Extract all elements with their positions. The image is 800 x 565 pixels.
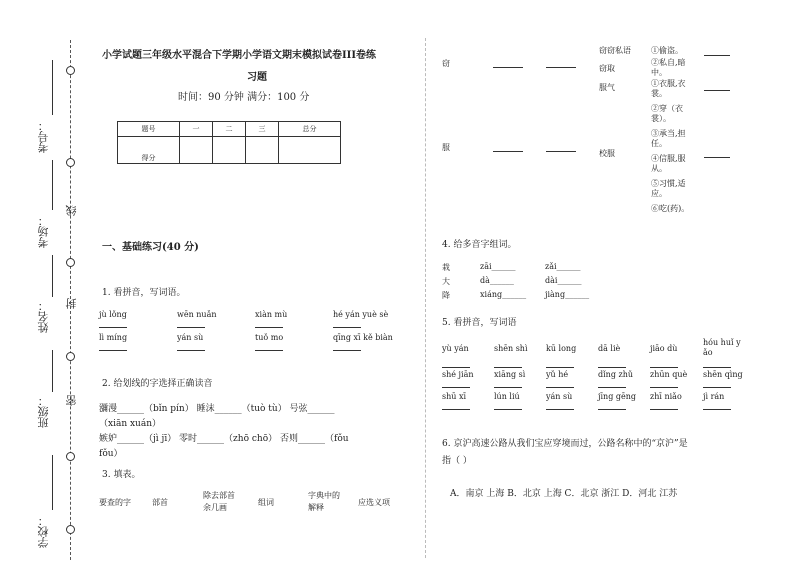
pinyin: wēn nuǎn: [177, 310, 217, 319]
school-line: [52, 455, 53, 510]
word-cell: 窃取: [599, 64, 615, 73]
pinyin: jù lǒng: [99, 310, 127, 319]
score-header-cell: 三: [246, 122, 279, 137]
pinyin: dā liè: [598, 344, 621, 353]
def-item: ①衣服,衣 裳。: [651, 79, 686, 98]
answer-blank[interactable]: [546, 367, 574, 368]
def-item: ②穿（衣 裳）。: [651, 104, 683, 123]
seal-mark-seal: 封: [65, 298, 78, 309]
word-cell: 窃窃私语: [599, 46, 631, 55]
answer-blank[interactable]: [255, 350, 283, 351]
answer-blank[interactable]: [546, 409, 574, 410]
pinyin: lì míng: [99, 333, 128, 342]
poly-pinyin: dà______: [480, 276, 514, 285]
page-title-cont: 习题: [247, 72, 267, 83]
pinyin: shēn shì: [494, 344, 528, 353]
pinyin: shé jiān: [442, 370, 474, 379]
answer-blank[interactable]: [442, 409, 470, 410]
school-label: 学校：: [37, 515, 50, 548]
score-header-cell: 题号: [118, 122, 180, 137]
pinyin: yán sù: [546, 392, 573, 401]
q5-title: 5. 看拼音，写词语: [442, 318, 517, 328]
pinyin: kū long: [546, 344, 577, 353]
score-header-cell: 总分: [279, 122, 341, 137]
poly-pinyin: zǎi______: [545, 262, 581, 271]
pinyin: hé yán yuè sè: [333, 310, 389, 319]
answer-blank[interactable]: [493, 151, 523, 152]
def-item: ②私自,暗 中。: [651, 58, 686, 77]
poly-char: 栽: [442, 263, 450, 272]
answer-blank[interactable]: [546, 387, 574, 388]
binding-hole: [66, 66, 75, 75]
answer-blank[interactable]: [703, 409, 731, 410]
exam-no-line: [52, 60, 53, 115]
answer-blank[interactable]: [650, 367, 678, 368]
def-item: ③承当,担 任。: [651, 129, 686, 148]
pinyin: yù yán: [442, 344, 469, 353]
poly-pinyin: xiáng______: [480, 290, 527, 299]
q2-line: 嫉妒______（jì jī） 零时______（zhō chō） 否则______（fǒu: [99, 434, 349, 444]
pinyin: jiāo dù: [650, 344, 678, 353]
answer-blank[interactable]: [598, 409, 626, 410]
def-item: ①偷盗。: [651, 46, 683, 55]
pinyin: yǔ hé: [546, 370, 569, 379]
q2-line: 瀰漫______（bǐn pín） 睡沫______（tuò tù） 号弦______: [99, 404, 335, 414]
poly-pinyin: jiàng______: [545, 290, 590, 299]
pinyin: xiāng sì: [494, 370, 526, 379]
q6-options[interactable]: A．南京 上海 B．北京 上海 C．北京 浙江 D．河北 江苏: [450, 489, 678, 499]
answer-blank[interactable]: [494, 409, 522, 410]
pinyin: tuǒ mo: [255, 333, 284, 342]
q6-title: 6. 京沪高速公路从我们宝应穿境而过，公路名称中的“京沪”是: [442, 439, 688, 449]
answer-blank[interactable]: [494, 387, 522, 388]
pinyin: hóu huǐ y ǎo: [703, 338, 741, 357]
answer-blank[interactable]: [177, 327, 205, 328]
pinyin: jì rán: [703, 392, 725, 401]
q1-title: 1. 看拼音，写词语。: [102, 288, 186, 298]
table-header: 部首: [152, 498, 168, 507]
table-header: 要查的字: [99, 498, 131, 507]
answer-blank[interactable]: [333, 350, 361, 351]
seal-mark-line: 线: [65, 205, 78, 216]
class-line: [52, 350, 53, 392]
seal-mark-secret: 密: [65, 395, 78, 406]
table-header: 除去部首 余几画: [203, 491, 235, 512]
pinyin: xiàn mù: [255, 310, 288, 319]
name-line: [52, 255, 53, 297]
score-row-label: 得分: [118, 137, 180, 164]
answer-blank[interactable]: [255, 327, 283, 328]
answer-blank[interactable]: [494, 367, 522, 368]
binding-hole: [66, 158, 75, 167]
exam-no-label: 考号：: [37, 120, 50, 153]
q4-title: 4. 给多音字组词。: [442, 240, 517, 250]
score-cell[interactable]: [212, 137, 245, 164]
class-label: 班级：: [37, 395, 50, 428]
answer-blank[interactable]: [598, 367, 626, 368]
pinyin: lún liú: [494, 392, 520, 401]
answer-blank[interactable]: [99, 327, 127, 328]
answer-blank[interactable]: [442, 367, 470, 368]
q2-title: 2. 给划线的字选择正确读音: [102, 379, 213, 389]
q6-title-cont: 指（ ）: [442, 456, 472, 466]
q3-title: 3. 填表。: [102, 470, 141, 480]
poly-char: 降: [442, 291, 450, 300]
column-divider: [425, 38, 426, 558]
pinyin: dǐng zhǔ: [598, 370, 634, 379]
pinyin: shū xī: [442, 392, 467, 401]
name-label: 姓名：: [37, 300, 50, 333]
exam-room-label: 考场：: [37, 215, 50, 248]
pinyin: qīng xī kě biàn: [333, 333, 393, 342]
char-cell: 窃: [442, 59, 450, 68]
answer-blank[interactable]: [333, 327, 361, 328]
poly-pinyin: dài______: [545, 276, 582, 285]
score-cell[interactable]: [179, 137, 212, 164]
def-item: ⑥吃(药)。: [651, 204, 690, 213]
pinyin: yán sù: [177, 333, 204, 342]
answer-blank[interactable]: [598, 387, 626, 388]
word-cell: 校服: [599, 149, 615, 158]
score-cell[interactable]: [279, 137, 341, 164]
table-header: 字典中的 解释: [308, 491, 340, 512]
pinyin: zhūn què: [650, 370, 688, 379]
def-item: ⑤习惯,适 应。: [651, 179, 686, 198]
binding-hole: [66, 452, 75, 461]
answer-blank[interactable]: [177, 350, 205, 351]
answer-blank[interactable]: [703, 367, 731, 368]
answer-blank[interactable]: [704, 90, 730, 91]
binding-hole: [66, 258, 75, 267]
answer-blank[interactable]: [546, 151, 576, 152]
score-header-cell: 二: [212, 122, 245, 137]
binding-hole: [66, 525, 75, 534]
pinyin: shēn qìng: [703, 370, 743, 379]
def-item: ④信服,服 从。: [651, 154, 686, 173]
section-heading: 一、基础练习(40 分): [102, 242, 199, 253]
answer-blank[interactable]: [704, 55, 730, 56]
exam-room-line: [52, 160, 53, 210]
table-header: 组词: [258, 498, 274, 507]
q2-line: （xiān xuán）: [99, 419, 162, 429]
answer-blank[interactable]: [650, 409, 678, 410]
score-header-cell: 一: [179, 122, 212, 137]
answer-blank[interactable]: [546, 67, 576, 68]
table-header: 应选义项: [358, 498, 390, 507]
score-table: [117, 121, 341, 164]
subtitle: 时间：90 分钟 满分：100 分: [178, 92, 310, 103]
answer-blank[interactable]: [703, 387, 731, 388]
answer-blank[interactable]: [650, 387, 678, 388]
char-cell: 服: [442, 143, 450, 152]
answer-blank[interactable]: [442, 387, 470, 388]
score-cell[interactable]: [246, 137, 279, 164]
binding-hole: [66, 352, 75, 361]
pinyin: zhī niǎo: [650, 392, 682, 401]
q2-line: fǒu）: [99, 449, 123, 459]
page-title: 小学试题三年级水平混合下学期小学语文期末模拟试卷III卷练: [102, 50, 377, 61]
answer-blank[interactable]: [704, 157, 730, 158]
answer-blank[interactable]: [99, 350, 127, 351]
poly-char: 大: [442, 277, 450, 286]
word-cell: 服气: [599, 83, 615, 92]
pinyin: jīng gēng: [598, 392, 636, 401]
poly-pinyin: zāi______: [480, 262, 516, 271]
answer-blank[interactable]: [493, 67, 523, 68]
